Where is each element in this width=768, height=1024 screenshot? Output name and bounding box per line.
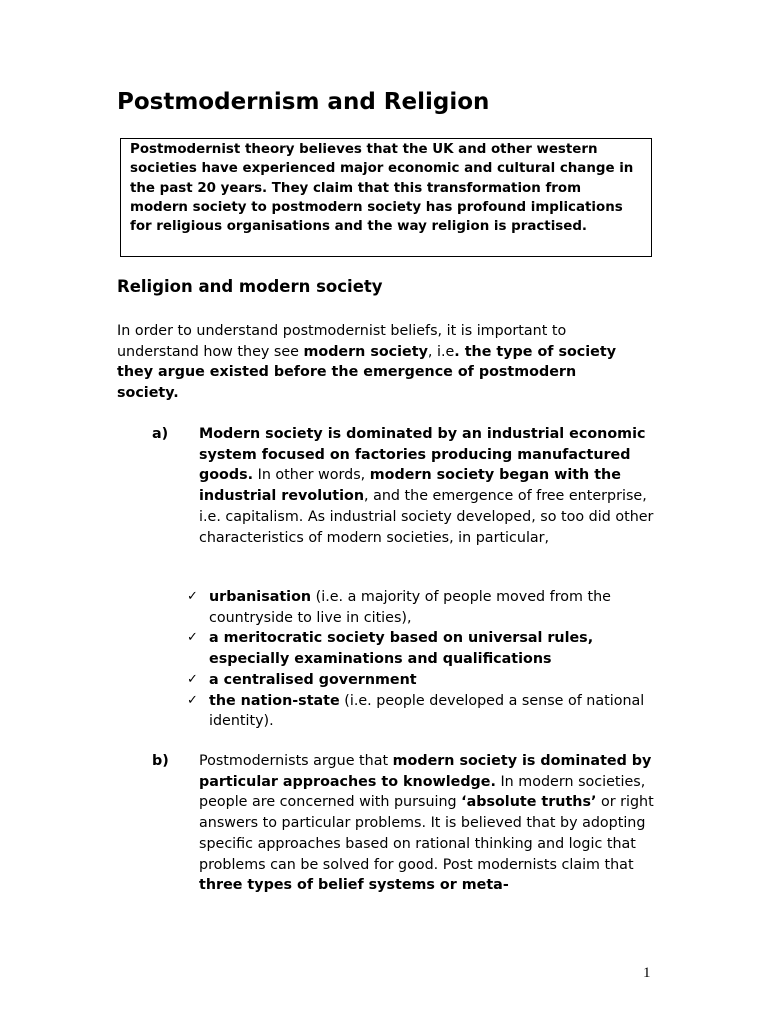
item-a-bold-1: Modern society is dominated by an industrial economic system focused on factories producing manufactured goods. [199,426,646,484]
checklist-item [187,691,657,732]
intro-bold-2: . the type of society they argue existed before the emergence of postmodern society. [117,343,617,402]
checklist-item-text: (i.e. people developed a sense of national identity). [209,692,645,730]
checklist-item [187,587,657,628]
checkmark-icon: ✓ [187,692,198,708]
item-b-marker: b) [152,753,169,769]
item-b-bold-1: modern society is dominated by particular approaches to knowledge. [199,753,652,790]
checkmark-icon: ✓ [187,671,198,687]
summary-box: Postmodernist theory believes that the UK and other western societies have experienced major economic and cultural change in the past 20 years. They claim that this transformation from modern society to postmodern society has profound implications for religious organisations and the way religion is practised. [120,138,652,257]
intro-paragraph [117,321,637,404]
item-a-text-1: In other words, [253,467,370,484]
item-b-text-1: Postmodernists argue that [199,753,393,769]
item-b-text [199,751,654,896]
checklist-item-text: (i.e. a majority of people moved from the countryside to live in cities), [209,589,611,626]
section-heading: Religion and modern society [117,277,383,296]
checkmark-icon: ✓ [187,589,198,604]
checkmark-icon: ✓ [187,630,198,646]
item-b-text-2: In modern societies, people are concerned with pursuing [199,773,646,811]
item-a-text-2: , and the emergence of free enterprise, i.e. capitalism. As industrial society developed, so too did other characteristics of modern societies, in particular, [199,488,654,546]
checklist-item-bold: urbanisation [209,589,312,605]
intro-bold-1: modern society [303,343,428,360]
checklist-item [187,628,657,669]
item-b-text-3: or right answers to particular problems. It is believed that by adopting specific approaches based on rational thinking and logic that problems can be solved for good. Post modernists claim that [199,794,654,873]
item-a-marker: a) [152,426,169,442]
checklist-item-bold: a meritocratic society based on universal rules, especially examinations and qualifications [209,630,594,668]
item-a-text [199,424,654,548]
checklist-item-bold: a centralised government [209,671,417,688]
intro-text-2: , i.e [427,343,455,360]
characteristics-checklist [187,587,657,732]
checklist-item [187,670,657,691]
item-b-bold-3: three types of belief systems or meta- [199,877,509,894]
item-b-bold-2: ‘absolute truths’ [461,794,597,811]
page-number: 1 [643,965,651,981]
intro-text-1: In order to understand postmodernist beliefs, it is important to understand how they see [117,323,567,360]
checklist-item-bold: the nation-state [209,692,340,709]
item-a-bold-2: modern society began with the industrial revolution [199,467,621,505]
page-title: Postmodernism and Religion [117,89,490,115]
